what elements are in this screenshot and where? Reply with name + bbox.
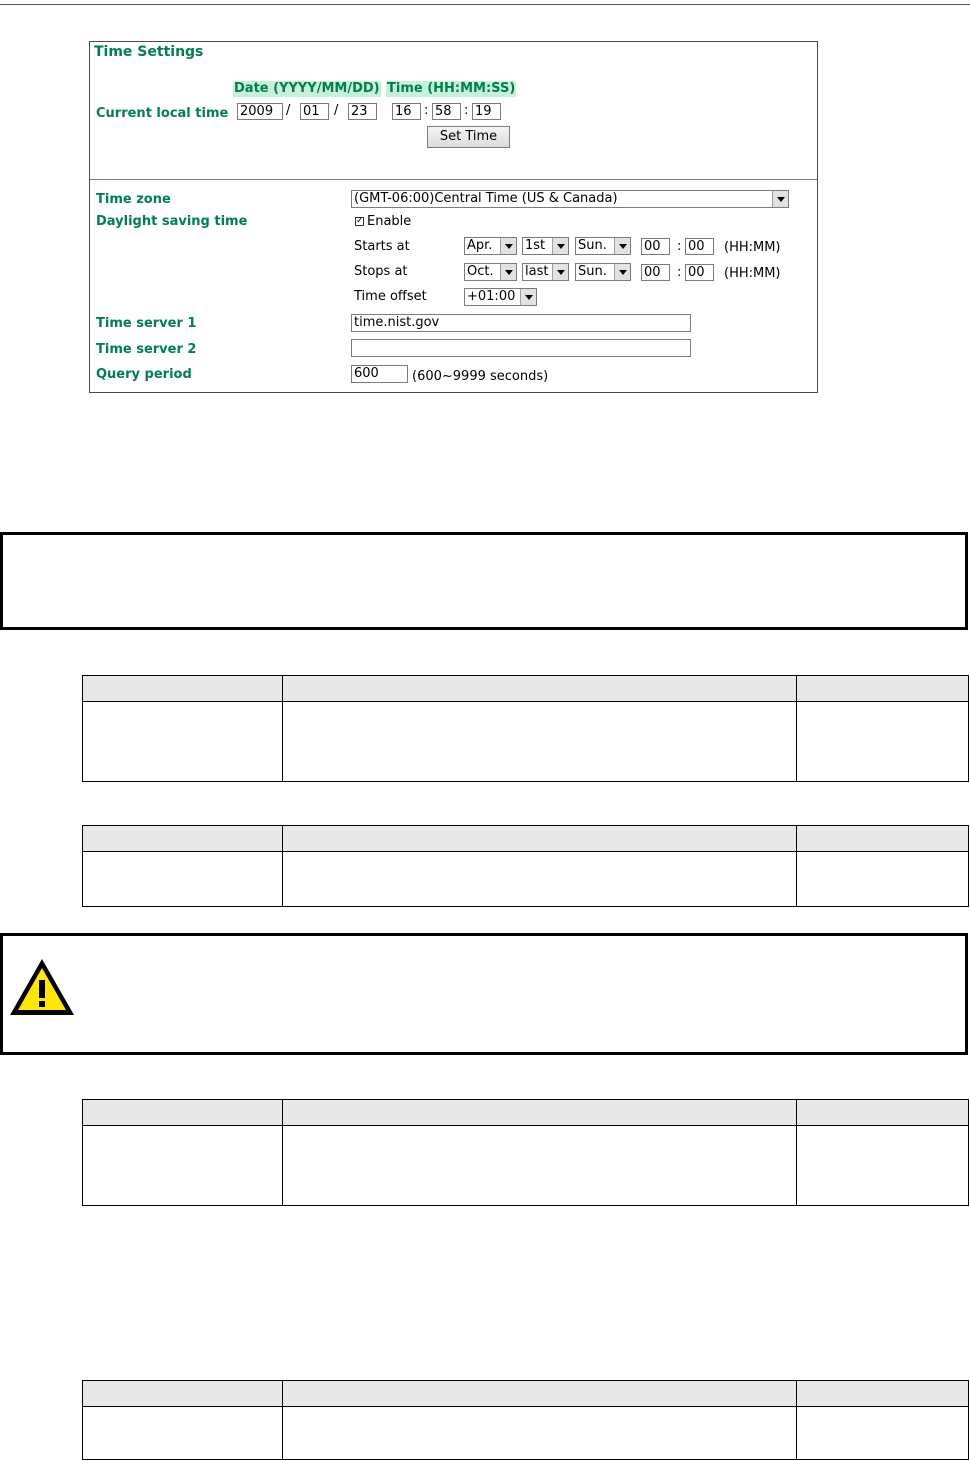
chevron-down-icon [552,238,568,254]
hour-input[interactable]: 16 [392,103,421,120]
settings-table [82,825,969,907]
starts-at-label: Starts at [354,239,410,254]
starts-hour-input[interactable]: 00 [641,238,670,255]
set-time-button[interactable]: Set Time [427,126,510,148]
starts-week-value: 1st [525,238,546,253]
stops-day-select[interactable] [575,263,631,281]
starts-month-select[interactable] [464,237,517,255]
starts-day-value: Sun. [578,238,607,253]
time-zone-select[interactable] [351,190,789,208]
chevron-down-icon [500,238,516,254]
settings-table [82,675,969,782]
table-row [83,852,969,907]
time-server-1-label: Time server 1 [96,316,197,331]
time-server-1-input[interactable]: time.nist.gov [351,314,691,332]
table-row [83,1407,969,1460]
time-offset-value: +01:00 [467,289,516,304]
dst-enable-label: Enable [367,214,412,229]
time-server-2-input[interactable] [351,339,691,357]
chevron-down-icon [552,264,568,280]
chevron-down-icon [520,289,536,305]
note-box [0,532,968,630]
time-separator: : [677,239,682,254]
stops-week-value: last [525,264,549,279]
stops-at-label: Stops at [354,264,408,279]
date-separator: / [286,103,291,118]
query-period-input[interactable]: 600 [351,365,408,383]
starts-month-value: Apr. [467,238,493,253]
starts-week-select[interactable] [522,237,569,255]
time-separator: : [424,103,429,118]
section-divider [90,179,817,180]
table-header-row [83,1381,969,1407]
chevron-down-icon [500,264,516,280]
starts-minute-input[interactable]: 00 [685,238,714,255]
chevron-down-icon [614,264,630,280]
chevron-down-icon [614,238,630,254]
starts-day-select[interactable] [575,237,631,255]
stops-hhmm-hint: (HH:MM) [724,266,781,281]
daylight-saving-label: Daylight saving time [96,214,248,229]
time-settings-panel [89,41,818,393]
table-row [83,1126,969,1206]
warning-icon [8,956,76,1018]
stops-month-select[interactable] [464,263,517,281]
day-input[interactable]: 23 [348,103,377,120]
stops-week-select[interactable] [522,263,569,281]
settings-table [82,1099,969,1206]
current-local-time-label: Current local time [96,106,229,121]
time-separator: : [464,103,469,118]
table-row [83,702,969,782]
panel-title: Time Settings [94,44,204,60]
year-input[interactable]: 2009 [237,103,283,120]
time-zone-label: Time zone [96,192,171,207]
date-separator: / [334,103,339,118]
second-input[interactable]: 19 [472,103,501,120]
chevron-down-icon [772,191,788,207]
stops-month-value: Oct. [467,264,494,279]
time-offset-select[interactable] [464,288,537,306]
time-server-2-label: Time server 2 [96,342,197,357]
query-period-hint: (600~9999 seconds) [412,369,549,384]
starts-hhmm-hint: (HH:MM) [724,240,781,255]
dst-enable-checkbox[interactable]: ✓ [356,216,364,226]
time-zone-value: (GMT-06:00)Central Time (US & Canada) [354,191,618,206]
time-format-header: Time (HH:MM:SS) [387,81,516,96]
minute-input[interactable]: 58 [432,103,461,120]
time-offset-label: Time offset [354,289,427,304]
query-period-label: Query period [96,367,192,382]
table-header-row [83,1100,969,1126]
table-header-row [83,676,969,702]
stops-hour-input[interactable]: 00 [641,264,670,281]
date-format-header: Date (YYYY/MM/DD) [234,81,380,96]
table-header-row [83,826,969,852]
month-input[interactable]: 01 [300,103,329,120]
settings-table [82,1380,969,1460]
stops-day-value: Sun. [578,264,607,279]
time-separator: : [677,265,682,280]
warning-box [0,933,968,1055]
stops-minute-input[interactable]: 00 [685,264,714,281]
page-header-rule [0,4,970,5]
